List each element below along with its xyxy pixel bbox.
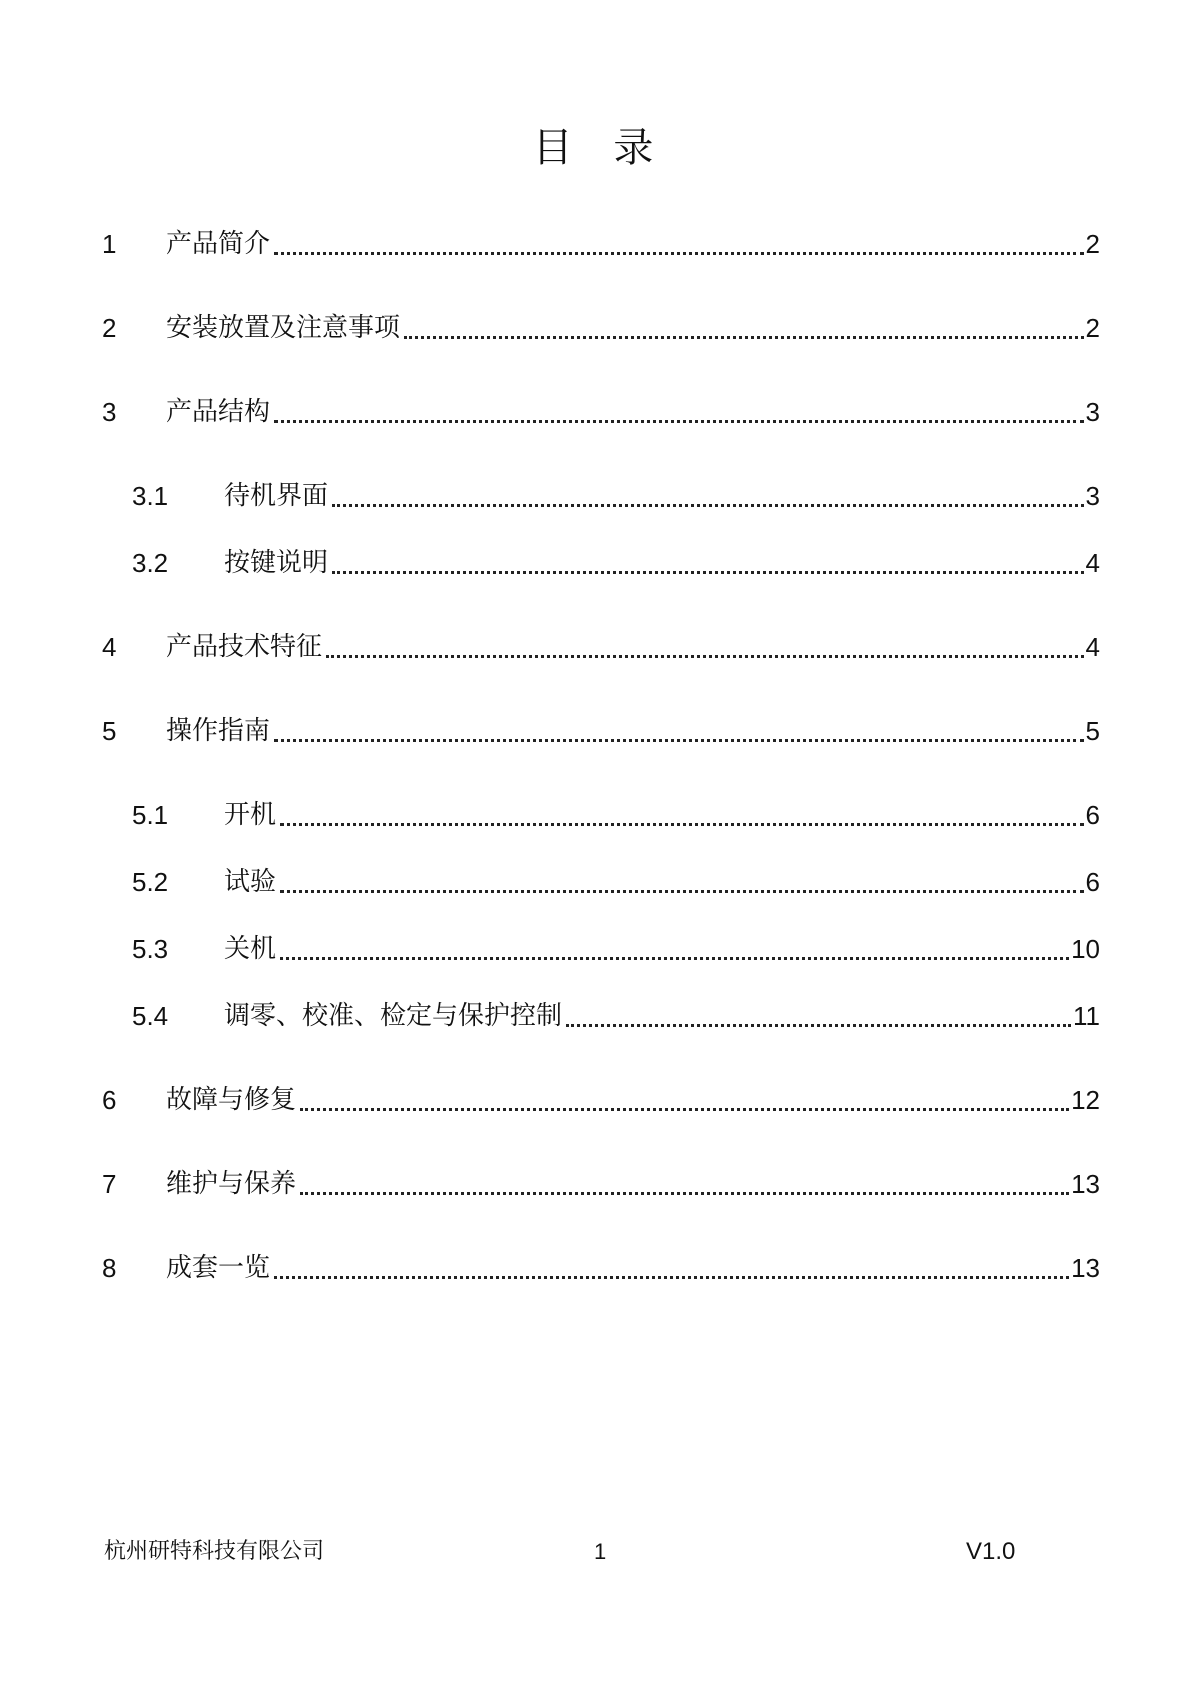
toc-entry-number: 4 xyxy=(102,632,117,662)
toc-entry-text: 成套一览 xyxy=(166,1253,271,1283)
toc-entry-8[interactable] xyxy=(102,1248,1100,1288)
toc-entry-page: 4 xyxy=(1085,632,1100,662)
toc-entry-7[interactable] xyxy=(102,1164,1100,1204)
toc-dot-leader xyxy=(326,655,1084,658)
toc-entry-page: 4 xyxy=(1085,548,1100,578)
toc-entry-text: 维护与保养 xyxy=(166,1169,297,1199)
toc-entry-number: 3.1 xyxy=(132,481,169,511)
toc-entry-number: 8 xyxy=(102,1253,117,1283)
toc-entry-number: 5 xyxy=(102,716,117,746)
toc-entry-number: 5.4 xyxy=(132,1001,169,1031)
footer-page-number: 1 xyxy=(594,1539,607,1564)
toc-dot-leader xyxy=(274,420,1084,423)
toc-dot-leader xyxy=(274,252,1084,255)
toc-entry-number: 5.3 xyxy=(132,934,169,964)
toc-entry-number: 1 xyxy=(102,229,117,259)
toc-entry-number: 5.1 xyxy=(132,800,169,830)
toc-entry-number: 6 xyxy=(102,1085,117,1115)
toc-entry-text: 产品技术特征 xyxy=(166,632,323,662)
toc-entry-5-2[interactable] xyxy=(102,862,1100,902)
toc-entry-page: 2 xyxy=(1085,313,1100,343)
toc-dot-leader xyxy=(280,890,1084,893)
toc-entry-5-4[interactable] xyxy=(102,996,1100,1036)
toc-entry-4[interactable] xyxy=(102,627,1100,667)
toc-entry-page: 6 xyxy=(1085,800,1100,830)
toc-dot-leader xyxy=(280,823,1084,826)
toc-dot-leader xyxy=(300,1192,1069,1195)
toc-dot-leader xyxy=(404,336,1084,339)
toc-dot-leader xyxy=(566,1024,1071,1027)
toc-entry-text: 故障与修复 xyxy=(166,1085,297,1115)
toc-entry-number: 5.2 xyxy=(132,867,169,897)
toc-entry-text: 产品结构 xyxy=(166,397,271,427)
toc-dot-leader xyxy=(332,504,1084,507)
toc-entry-number: 7 xyxy=(102,1169,117,1199)
footer-version: V1.0 xyxy=(966,1538,1016,1565)
toc-entry-number: 2 xyxy=(102,313,117,343)
toc-entry-text: 试验 xyxy=(224,867,277,897)
toc-entry-5[interactable] xyxy=(102,711,1100,751)
toc-entry-text: 按键说明 xyxy=(224,548,329,578)
footer-company: 杭州研特科技有限公司 xyxy=(104,1539,325,1564)
page-footer xyxy=(0,1536,1200,1568)
toc-dot-leader xyxy=(274,739,1084,742)
toc-entry-page: 3 xyxy=(1085,481,1100,511)
toc-entry-3-1[interactable] xyxy=(102,476,1100,516)
toc-dot-leader xyxy=(280,957,1069,960)
toc-entry-text: 关机 xyxy=(224,934,277,964)
toc-entry-page: 2 xyxy=(1085,229,1100,259)
toc-entry-page: 11 xyxy=(1073,1001,1100,1031)
toc-entry-text: 待机界面 xyxy=(224,481,329,511)
toc-dot-leader xyxy=(274,1276,1069,1279)
toc-entry-page: 13 xyxy=(1071,1253,1100,1283)
toc-title: 目 录 xyxy=(532,125,668,171)
toc-entry-text: 产品简介 xyxy=(166,229,271,259)
toc-entry-1[interactable] xyxy=(102,224,1100,264)
toc-entry-text: 调零、校准、检定与保护控制 xyxy=(224,1001,563,1031)
toc-entry-text: 开机 xyxy=(224,800,277,830)
toc-entry-3-2[interactable] xyxy=(102,543,1100,583)
toc-entry-text: 安装放置及注意事项 xyxy=(166,313,401,343)
toc-entry-page: 5 xyxy=(1085,716,1100,746)
toc-entry-5-1[interactable] xyxy=(102,795,1100,835)
toc-entry-page: 6 xyxy=(1085,867,1100,897)
toc-entry-number: 3 xyxy=(102,397,117,427)
toc-entry-page: 13 xyxy=(1071,1169,1100,1199)
toc-entry-page: 12 xyxy=(1071,1085,1100,1115)
toc-entry-page: 10 xyxy=(1071,934,1100,964)
toc-dot-leader xyxy=(300,1108,1069,1111)
toc-dot-leader xyxy=(332,571,1084,574)
toc-entry-5-3[interactable] xyxy=(102,929,1100,969)
toc-entry-page: 3 xyxy=(1085,397,1100,427)
toc-entry-6[interactable] xyxy=(102,1080,1100,1120)
toc-entry-2[interactable] xyxy=(102,308,1100,348)
toc-entry-text: 操作指南 xyxy=(166,716,271,746)
toc-entry-number: 3.2 xyxy=(132,548,169,578)
toc-entry-3[interactable] xyxy=(102,392,1100,432)
